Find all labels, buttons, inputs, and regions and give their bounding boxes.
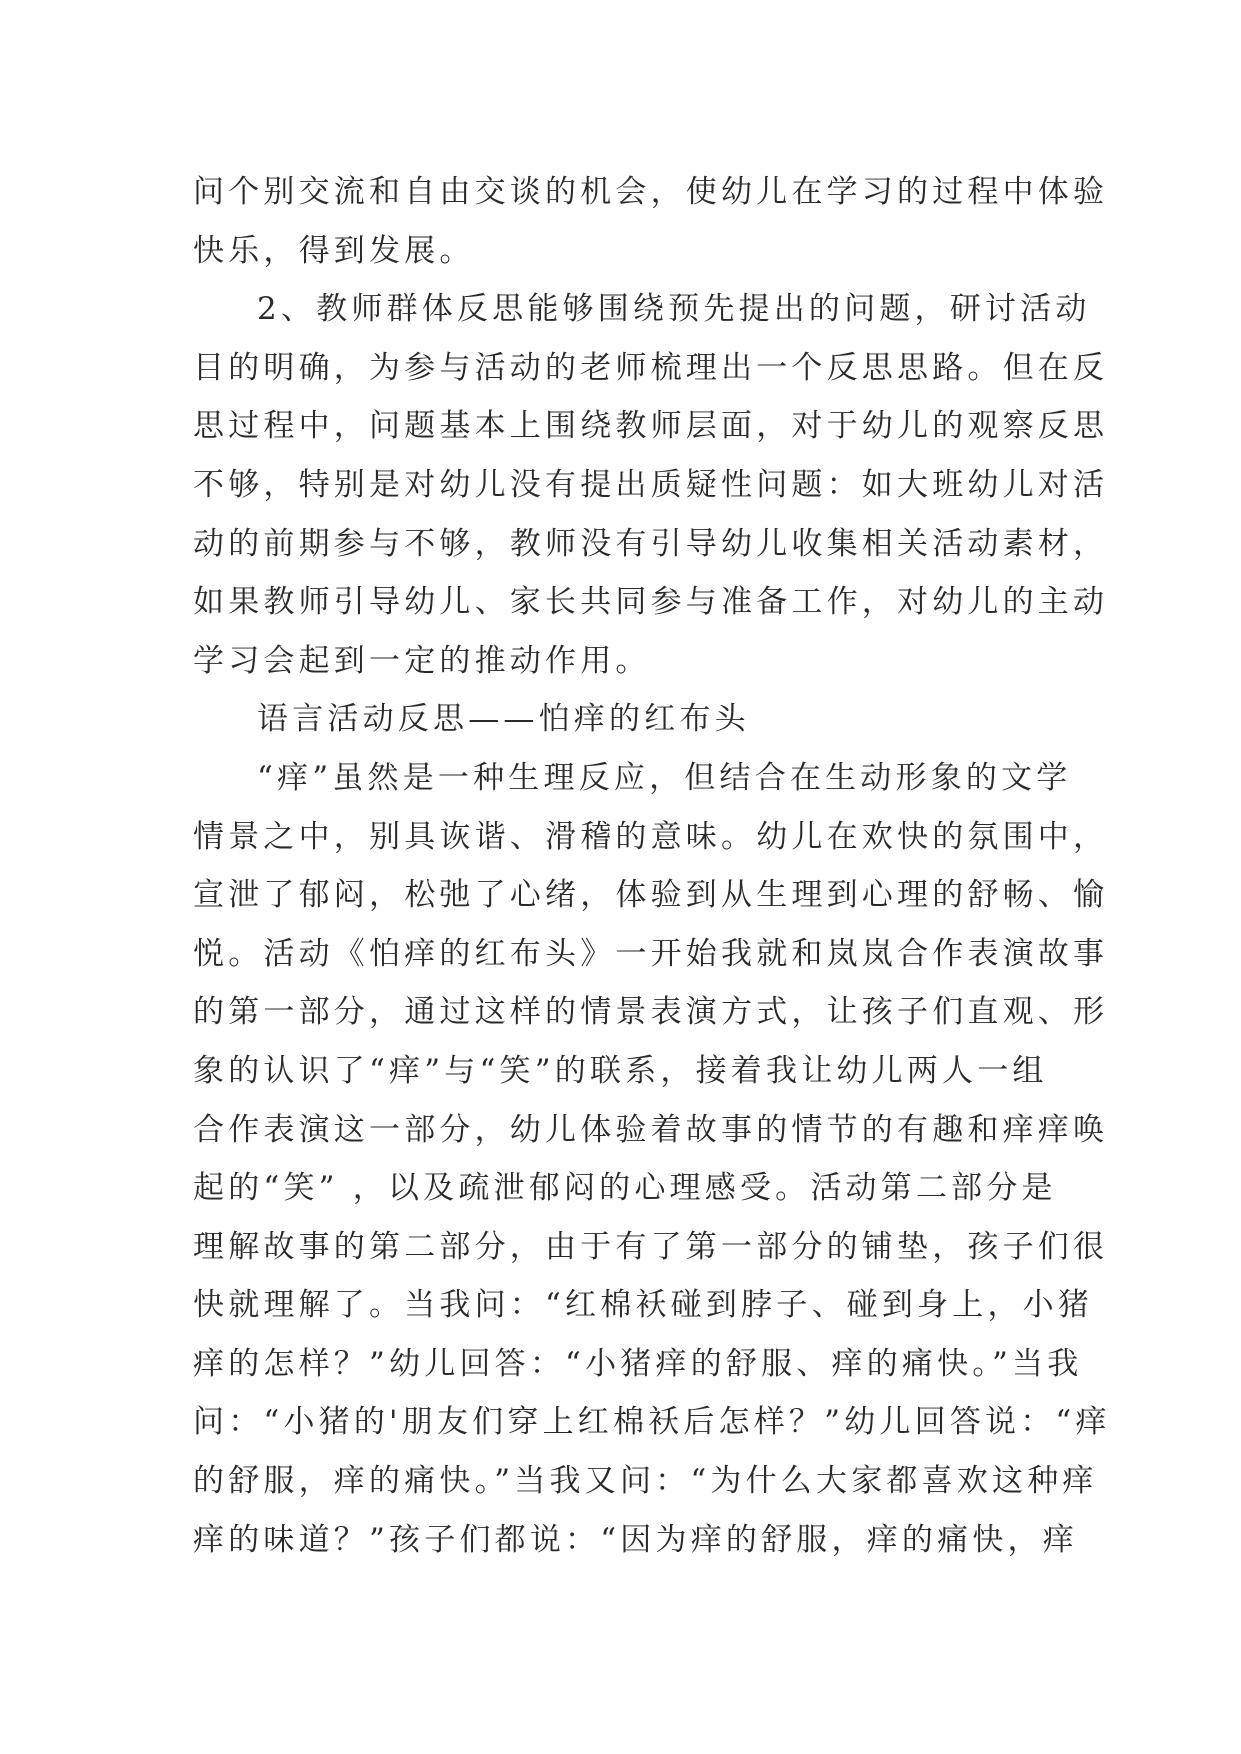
text-line: 不够，特别是对幼儿没有提出质疑性问题：如大班幼儿对活 <box>193 466 1109 503</box>
text-line: 的舒服，痒的痛快。”当我又问：“为什么大家都喜欢这种痒 <box>193 1463 1098 1500</box>
section-heading: 语言活动反思——怕痒的红布头 <box>257 701 750 738</box>
text-line: 思过程中，问题基本上围绕教师层面，对于幼儿的观察反思 <box>193 408 1109 445</box>
document-body <box>193 163 1111 1569</box>
text-line: 宣泄了郁闷，松弛了心绪，体验到从生理到心理的舒畅、愉 <box>193 877 1109 914</box>
paragraph-start-line: 2、教师群体反思能够围绕预先提出的问题，研讨活动 <box>257 291 1091 328</box>
text-line: 合作表演这一部分，幼儿体验着故事的情节的有趣和痒痒唤 <box>193 1111 1109 1148</box>
text-line: 理解故事的第二部分，由于有了第一部分的铺垫，孩子们很 <box>193 1228 1109 1265</box>
text-line: 问：“小猪的'朋友们穿上红棉袄后怎样？”幼儿回答说：“痒 <box>193 1404 1111 1441</box>
text-line: 学习会起到一定的推动作用。 <box>193 642 651 679</box>
paragraph-start-line: “痒”虽然是一种生理反应，但结合在生动形象的文学 <box>257 759 1072 796</box>
text-line: 问个别交流和自由交谈的机会，使幼儿在学习的过程中体验 <box>193 174 1109 210</box>
text-line: 的第一部分，通过这样的情景表演方式，让孩子们直观、形 <box>193 994 1109 1031</box>
text-line: 如果教师引导幼儿、家长共同参与准备工作，对幼儿的主动 <box>193 584 1109 621</box>
text-line: 动的前期参与不够，教师没有引导幼儿收集相关活动素材， <box>193 525 1109 562</box>
text-line: 目的明确，为参与活动的老师梳理出一个反思思路。但在反 <box>193 349 1109 386</box>
text-line: 快就理解了。当我问：“红棉袄碰到脖子、碰到身上，小猪 <box>193 1287 1094 1324</box>
text-line: 起的“笑” ，以及疏泄郁闷的心理感受。活动第二部分是 <box>193 1170 1057 1207</box>
text-line: 象的认识了“痒”与“笑”的联系，接着我让幼儿两人一组 <box>193 1052 1048 1089</box>
text-line: 快乐，得到发展。 <box>193 232 475 269</box>
text-line: 痒的味道？”孩子们都说：“因为痒的舒服，痒的痛快，痒 <box>193 1521 1078 1558</box>
text-line: 痒的怎样？”幼儿回答：“小猪痒的舒服、痒的痛快。”当我 <box>193 1345 1083 1382</box>
text-line: 悦。活动《怕痒的红布头》一开始我就和岚岚合作表演故事 <box>193 935 1109 972</box>
text-line: 情景之中，别具诙谐、滑稽的意味。幼儿在欢快的氛围中， <box>193 818 1109 855</box>
